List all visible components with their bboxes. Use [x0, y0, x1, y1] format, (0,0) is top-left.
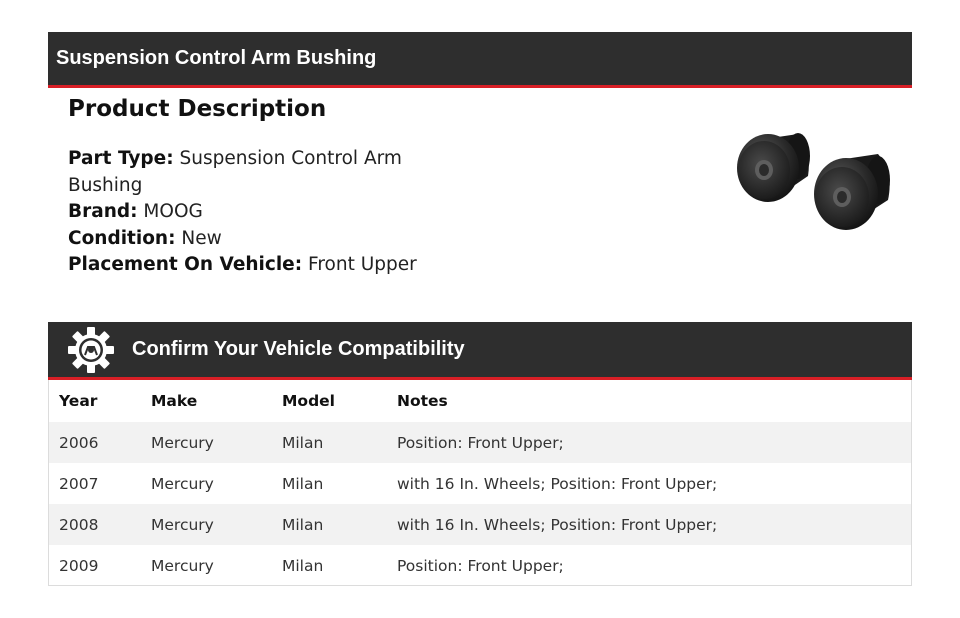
description-heading: Product Description — [68, 96, 327, 122]
cell-model: Milan — [282, 422, 397, 463]
table-row — [49, 463, 911, 504]
cell-make: Mercury — [151, 474, 214, 493]
compatibility-title: Confirm Your Vehicle Compatibility — [132, 338, 465, 360]
spec-condition: Condition: New — [68, 227, 222, 249]
cell-model: Milan — [282, 474, 324, 493]
cell-year: 2008 — [49, 504, 151, 545]
cell-year: 2006 — [49, 422, 151, 463]
spec-brand: Brand: MOOG — [68, 201, 203, 222]
gear-car-icon — [68, 327, 114, 373]
table-header-row — [49, 380, 911, 422]
table-row — [49, 545, 911, 586]
column-notes: Notes — [397, 392, 448, 410]
cell-notes: with 16 In. Wheels; Position: Front Upper; — [397, 474, 718, 493]
compatibility-banner — [48, 322, 912, 380]
cell-notes: Position: Front Upper; — [397, 556, 564, 575]
spec-list — [68, 146, 448, 279]
cell-make: Mercury — [151, 504, 282, 545]
bushing-product-image — [720, 120, 910, 245]
column-make: Make — [151, 392, 198, 410]
product-description — [68, 96, 448, 279]
cell-notes: with 16 In. Wheels; Position: Front Upper; — [397, 504, 911, 545]
product-title: Suspension Control Arm Bushing — [56, 47, 377, 69]
product-title-banner — [48, 32, 912, 88]
cell-year: 2007 — [59, 474, 99, 493]
cell-make: Mercury — [151, 422, 282, 463]
spec-placement: Placement On Vehicle: Front Upper — [68, 254, 417, 275]
cell-make: Mercury — [151, 556, 214, 575]
compatibility-table — [48, 380, 912, 586]
table-row — [49, 504, 911, 545]
column-year: Year — [59, 392, 98, 410]
spec-part-type: Part Type: Suspension Control Arm Bushing — [68, 148, 402, 196]
cell-model: Milan — [282, 504, 397, 545]
cell-year: 2009 — [59, 556, 99, 575]
table-row — [49, 422, 911, 463]
cell-notes: Position: Front Upper; — [397, 422, 911, 463]
column-model: Model — [282, 392, 335, 410]
cell-model: Milan — [282, 556, 324, 575]
